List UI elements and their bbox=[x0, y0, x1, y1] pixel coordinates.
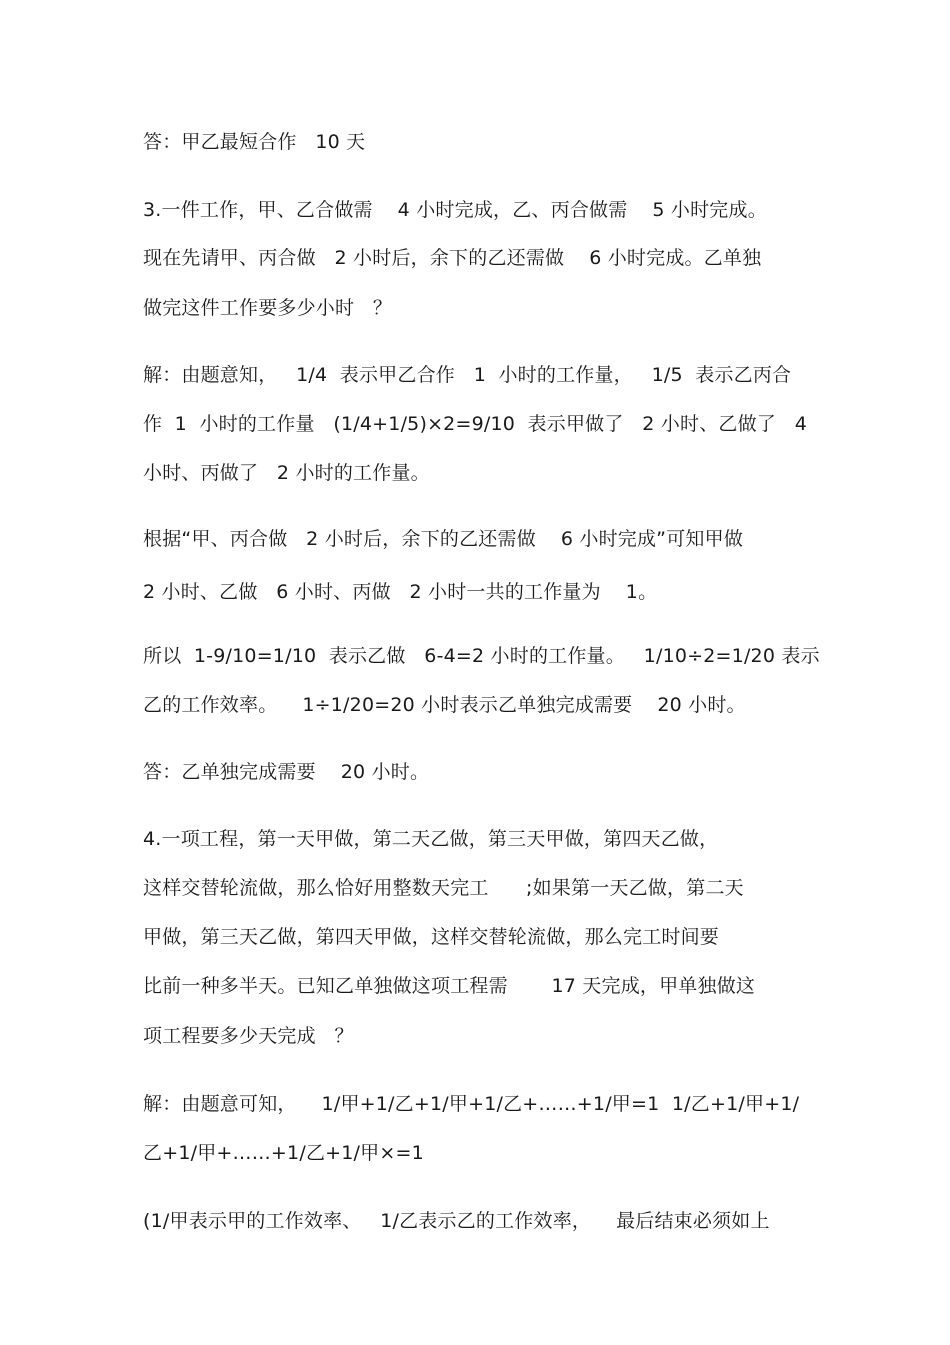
text-line: 解：由题意知， 1/4 表示甲乙合作 1 小时的工作量， 1/5 表示乙丙合 bbox=[143, 364, 792, 386]
text-line: 小时、丙做了 2 小时的工作量。 bbox=[143, 462, 430, 484]
text-line: 作 1 小时的工作量 (1/4+1/5)×2=9/10 表示甲做了 2 小时、乙做了 4 bbox=[143, 413, 807, 435]
text-line: 根据“甲、丙合做 2 小时后，余下的乙还需做 6 小时完成”可知甲做 bbox=[143, 528, 744, 550]
text-line: 2 小时、乙做 6 小时、丙做 2 小时一共的工作量为 1。 bbox=[143, 581, 658, 603]
text-line: 做完这件工作要多少小时 ？ bbox=[143, 297, 393, 319]
text-line: 甲做，第三天乙做，第四天甲做，这样交替轮流做，那么完工时间要 bbox=[143, 926, 720, 948]
text-line: 现在先请甲、丙合做 2 小时后，余下的乙还需做 6 小时完成。乙单独 bbox=[143, 247, 762, 269]
text-line: 答：甲乙最短合作 10 天 bbox=[143, 131, 366, 153]
text-line: 乙+1/甲+……+1/乙+1/甲×=1 bbox=[143, 1142, 424, 1164]
text-line: 4.一项工程，第一天甲做，第二天乙做，第三天甲做，第四天乙做， bbox=[143, 828, 719, 850]
text-line: 项工程要多少天完成 ？ bbox=[143, 1025, 354, 1047]
text-line: 所以 1-9/10=1/10 表示乙做 6-4=2 小时的工作量。 1/10÷2=1/20 表示 bbox=[143, 645, 820, 667]
text-line: 解：由题意可知， 1/甲+1/乙+1/甲+1/乙+……+1/甲=1 1/乙+1/甲+1/ bbox=[143, 1093, 800, 1115]
text-line: 答：乙单独完成需要 20 小时。 bbox=[143, 761, 430, 783]
text-line: 3.一件工作，甲、乙合做需 4 小时完成，乙、丙合做需 5 小时完成。 bbox=[143, 199, 767, 221]
text-line: 这样交替轮流做，那么恰好用整数天完工 ;如果第一天乙做，第二天 bbox=[143, 877, 744, 899]
text-line: 比前一种多半天。已知乙单独做这项工程需 17 天完成，甲单独做这 bbox=[143, 975, 756, 997]
text-line: 乙的工作效率。 1÷1/20=20 小时表示乙单独完成需要 20 小时。 bbox=[143, 694, 746, 716]
text-line: (1/甲表示甲的工作效率、 1/乙表示乙的工作效率， 最后结束必须如上 bbox=[143, 1210, 770, 1232]
